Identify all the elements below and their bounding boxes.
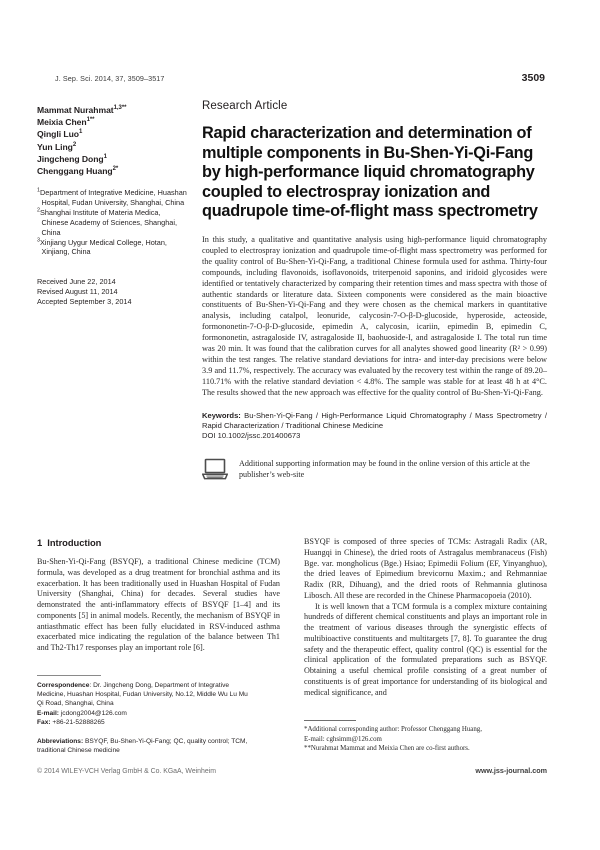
author-name: Yun Ling$^2$ bbox=[37, 141, 77, 152]
article-type-label: Research Article bbox=[202, 100, 288, 112]
page-folio: 3509 bbox=[521, 72, 545, 84]
affiliation-marker: 2 bbox=[37, 207, 40, 214]
correspondence-label: Correspondence bbox=[37, 682, 90, 689]
email-label: E-mail: bbox=[37, 709, 59, 717]
affiliation-item: $^3$Xinjiang Uygur Medical College, Hotan, Xinjiang, China bbox=[37, 237, 167, 257]
abbreviations-label: Abbreviations: bbox=[37, 738, 84, 746]
supporting-information bbox=[202, 457, 547, 480]
fax-value: +86-21-52888265 bbox=[52, 718, 105, 726]
footnote-rule bbox=[304, 720, 356, 721]
affiliation-list bbox=[37, 188, 187, 257]
journal-url[interactable]: www.jss-journal.com bbox=[475, 766, 547, 775]
footnote-additional-email[interactable]: E-mail: cghsimm@126.com bbox=[304, 735, 382, 743]
affiliation-marker: 3 bbox=[37, 237, 40, 244]
author-affiliation-mark: 1,3** bbox=[113, 105, 127, 112]
author-affiliation-mark: 1** bbox=[86, 117, 95, 124]
date-revised: Revised August 11, 2014 bbox=[37, 286, 118, 296]
fax-label: Fax: bbox=[37, 718, 51, 726]
intro-paragraph-3: It is well known that a TCM formula is a complex mixture containing hundreds of different chemical constituents and plays an important role in the treatment of various diseases through the synergistic effects of multibioactive constituents and multitargets [7, 8]. To guarantee the drug safety and the therapeutic effect, quality control (QC) is essential for the clinical application of the formulated preparations such as BSYQF. Obtaining a useful chemical profile consisting of a great number of constituents is of great importance for understanding of its biological and medical significance, and bbox=[304, 601, 547, 697]
author-name: Mammat Nurahmat$^{1,3**}$ bbox=[37, 105, 127, 115]
section-number: 1 bbox=[37, 537, 43, 548]
footnote-cofirst-authors: **Nurahmat Mammat and Meixia Chen are co-first authors. bbox=[304, 744, 470, 752]
section-heading-introduction bbox=[37, 537, 280, 548]
page-footer bbox=[37, 766, 547, 775]
author-affiliation-mark: 2* bbox=[112, 166, 119, 173]
author-name: Jingcheng Dong$^1$ bbox=[37, 153, 107, 164]
article-dates bbox=[37, 277, 187, 306]
laptop-icon bbox=[202, 458, 228, 480]
author-footnotes bbox=[304, 720, 547, 753]
abbreviations-value: BSYQF, Bu-Shen-Yi-Qi-Fang; QC, quality control; TCM, traditional Chinese medicine bbox=[37, 738, 248, 755]
body-column-left bbox=[37, 537, 280, 753]
supporting-information-text: Additional supporting information may be found in the online version of this article at the publisher’s web-site bbox=[239, 459, 530, 480]
keywords-value: Bu-Shen-Yi-Qi-Fang / High-Performance Liquid Chromatography / Mass Spectrometry / Rapid Characterization / Traditional Chinese Medicine bbox=[202, 410, 547, 430]
author-affiliation-mark: 1 bbox=[78, 129, 83, 136]
keywords-label: Keywords: bbox=[202, 410, 241, 420]
keywords-line bbox=[202, 411, 547, 431]
affiliation-item: $^2$Shanghai Institute of Materia Medica, Chinese Academy of Sciences, Shanghai, China bbox=[37, 207, 177, 237]
copyright-text: © 2014 WILEY-VCH Verlag GmbH & Co. KGaA, Weinheim bbox=[37, 768, 216, 775]
author-name: Meixia Chen$^{1**}$ bbox=[37, 117, 95, 128]
author-affiliation-mark: 1 bbox=[103, 153, 107, 160]
intro-paragraph-1: Bu-Shen-Yi-Qi-Fang (BSYQF), a traditional Chinese medicine (TCM) formula, was developed as a drug treatment for bronchial asthma and its exacerbation. It has been traditionally used in Huashan Hospital of Fudan University (Shanghai, China) for decades. Several studies have demonstrated the anti-inflammatory effects of BSYQF [1–4] and its components [5] in animal models. Recently, the mechanism of BSYQF in antiasthmatic effect has been fully elucidated in RSV-induced asthma exacerbated mice indicating the regulation of the balance between Th1 and Th2-Th17 responses play an important role [6]. bbox=[37, 557, 280, 652]
date-received: Received June 22, 2014 bbox=[37, 277, 116, 287]
page-title: Rapid characterization and determination of multiple components in Bu-Shen-Yi-Qi-Fang by high-performance liquid chromatography coupled to electrospray ionization and quadrupole time-of-flight mass spectrometry bbox=[202, 124, 538, 221]
article-head-column bbox=[202, 100, 547, 480]
affiliation-item: $^1$Department of Integrative Medicine, Huashan Hospital, Fudan University, Shanghai, China bbox=[37, 187, 187, 207]
author-name: Chenggang Huang$^{2*}$ bbox=[37, 166, 119, 177]
author-affiliation-mark: 2 bbox=[72, 141, 77, 148]
body-columns bbox=[37, 537, 547, 753]
section-title: Introduction bbox=[47, 537, 102, 548]
date-accepted: Accepted September 3, 2014 bbox=[37, 296, 132, 306]
author-name: Qingli Luo$^1$ bbox=[37, 129, 83, 140]
author-list bbox=[37, 104, 187, 177]
affiliation-marker: 1 bbox=[37, 187, 40, 194]
body-column-right bbox=[304, 537, 547, 753]
correspondence-body: : Dr. Jingcheng Dong, Department of Integrative Medicine, Huashan Hospital, Fudan University, No.12, Middle Wu Lu Mu Qi Road, Shanghai, China bbox=[37, 682, 248, 708]
email-value[interactable]: jcdong2004@126.com bbox=[60, 709, 127, 717]
footnote-additional-corresponding: *Additional corresponding author: Professor Chenggang Huang, bbox=[304, 726, 482, 734]
metadata-column bbox=[37, 104, 187, 306]
journal-citation: J. Sep. Sci. 2014, 37, 3509–3517 bbox=[55, 74, 165, 83]
doi-line[interactable]: DOI 10.1002/jssc.201400673 bbox=[202, 430, 301, 440]
abstract-text: In this study, a qualitative and quantitative analysis using high-performance liquid chromatography coupled to electrospray ionization and quadrupole time-of-flight mass spectrometry was performed for the quality control of Bu-Shen-Yi-Qi-Fang, a traditional Chinese formula used for asthma. Thirty-four compounds, including flavonoids, isoflavonoids, triterpenoid saponins, and iridoid glycosides were identified or tentatively characterized by comparing their retention times and mass spectra with those of authentic standards or literature data. Sixteen components were considered as the main bioactive constituents of Bu-Shen-Yi-Qi-Fang and they were chosen as the chemical markers in quantitative analysis, including catalpol, leonuride, calycosin-7-O-β-D-glucoside, hyperoside, acteoside, formononetin-7-O-β-D-glucoside, epimedin A, calycosin, icariin, epimedin B, epimedin C, formononetin, astragaloside IV, astragaloside II, baohuoside-I, and astragaloside I. The total run time was 20 min. It was found that the calibration curves for all analytes showed good linearity (R² > 0.99) within the test ranges. The relative standard deviations for intra- and inter-day precisions were below 3.9 and 11.7%, respectively. The accuracy was evaluated by the recovery test within the range of 89.20–110.71% with the relative standard deviation < 4.8%. The sample was stable for at least 48 h at 4°C. The results showed that the new approach was effective for the quality control of Bu-Shen-Yi-Qi-Fang. bbox=[202, 234, 547, 397]
intro-paragraph-2: BSYQF is composed of three species of TCMs: Astragali Radix (AR, Huangqi in Chinese), the dried roots of Astragalus membranaceus (Fish) Bge. var. mongholicus (Bge.) Hsiao; Epimedii Folium (EF, Yinyanghuo), the dried leaves of Epimedium brevicornu Maxim.; and Rehmanniae Radix (RR, Dihuang), and the dried roots of Rehmannia glutinosa Libosch. All these are recorded in the Chinese Pharmacopoeia (2010). bbox=[304, 537, 547, 600]
running-head bbox=[55, 72, 545, 84]
